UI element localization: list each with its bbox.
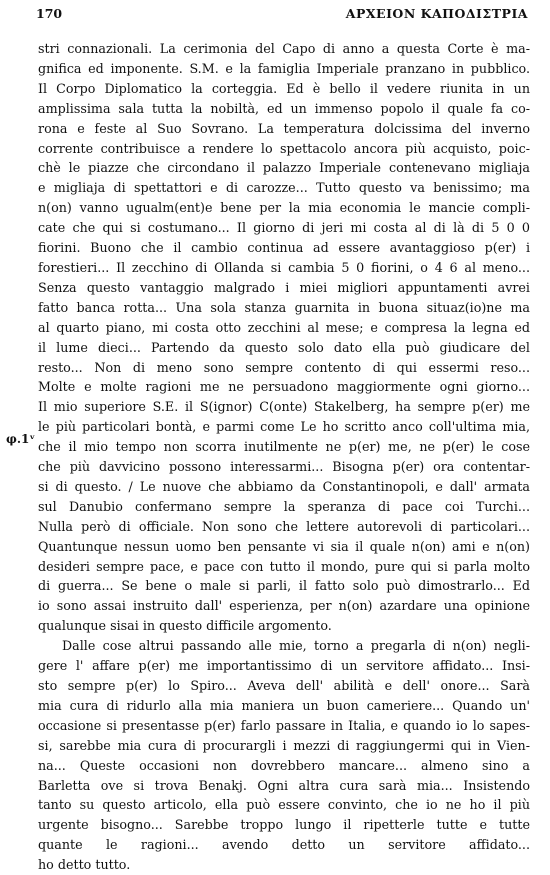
paragraph [38,636,530,875]
text-line: mia cura di ridurlo alla mia maniera un buon cameriere... Quando un' [38,697,530,713]
text-line: amplissima sala tutta la nobiltà, ed un immenso popolo il quale fa co- [38,100,530,116]
text-line: urgente bisogno... Sarebbe troppo lungo il ripetterle tutte e tutte [38,817,530,833]
text-line: fiorini. Buono che il cambio continua ad essere avantaggioso p(er) i [38,240,530,256]
text-line: quante le ragioni... avendo detto un servitore affidato... [38,837,530,853]
text-line: desideri sempre pace, e pace con tutto il mondo, pure qui si parla molto [38,558,530,574]
text-line: fatto banca rotta... Una sola stanza guarnita in buona situaz(io)ne ma [38,299,530,315]
text-line: il lume dieci... Partendo da questo solo dato ella può giudicare del [38,339,530,355]
text-line: rona e feste al Suo Sovrano. La temperatura dolcissima del inverno [38,120,530,136]
text-line: qualunque sisai in questo difficile argomento. [38,618,332,634]
text-line: tanto su questo articolo, ella può essere convinto, che io ne ho il più [38,797,530,813]
page-header [36,6,528,26]
text-line: sto sempre p(er) lo Spiro... Aveva dell' abilità e dell' onore... Sarà [38,678,530,693]
text-line: forestieri... Il zecchino di Ollanda si cambia 5 0 fiorini, o 4 6 al meno... [38,259,530,275]
text-line: Senza questo vantaggio malgrado i miei migliori appuntamenti avrei [38,279,530,295]
text-line: si di questo. / Le nuove che abbiamo da Constantinopoli, e dall' armata [38,478,530,494]
page-number: 170 [36,6,63,21]
text-line: al quarto piano, mi costa otto zecchini al mese; e compresa la legna ed [38,319,530,335]
text-line: le più particolari bontà, e parmi come Le ho scritto anco coll'ultima mia, [38,419,530,435]
text-line: Dalle cose altrui passando alle mie, torno a pregarla di n(on) negli- [62,638,530,654]
text-line: Barletta ove si trova Benakj. Ogni altra cura sarà mia... Insistendo [38,777,530,793]
text-line: di guerra... Se bene o male si parli, il fatto solo può dimostrarlo... Ed [38,578,530,594]
text-line: resto... Non di meno sono sempre contento di qui essermi reso... [38,359,530,375]
text-line: si, sarebbe mia cura di procurargli i mezzi di raggiungermi qui in Vien- [38,737,530,753]
text-line: chè le piazze che circondano il palazzo Imperiale contenevano migliaja [38,160,530,176]
text-line: Il mio superiore S.E. il S(ignor) C(onte) Stakelberg, ha sempre p(er) me [38,399,530,415]
text-line: io sono assai instruito dall' esperienza, per n(on) azardare una opinione [38,598,530,614]
text-line: occasione si presentasse p(er) farlo passare in Italia, e quando io lo sapes- [38,717,530,733]
text-line: Il Corpo Diplomatico la corteggia. Ed è bello il vedere riunita in un [38,80,530,96]
text-line: corrente contribuisce a rendere lo spettacolo ancora più acquisto, poic- [38,140,530,156]
text-line: Molte e molte ragioni me ne persuadono maggiormente ogni giorno... [38,379,530,395]
text-line: na... Queste occasioni non dovrebbero mancare... almeno sino a [38,757,530,773]
text-line: ho detto tutto. [38,857,131,873]
text-line: che il mio tempo non scorra inutilmente ne p(er) me, ne p(er) le cose [38,439,530,455]
text-line: n(on) vanno ugualm(ent)e bene per la mia economia le mancie compli- [38,200,530,216]
text-line: gnifica ed imponente. S.M. e la famiglia Imperiale pranzano in pubblico. [38,60,530,76]
text-line: Nulla però di officiale. Non sono che lettere autorevoli di particolari... [38,518,530,534]
text-line: Quantunque nessun uomo ben pensante vi sia il quale n(on) ami e n(on) [38,538,530,554]
text-line: cate che qui si costumano... Il giorno di jeri mi costa al di là di 5 0 0 [38,220,530,236]
folio-margin-note: φ.1ᵛ [6,432,36,446]
text-line: sul Danubio confermano sempre la speranza di pace coi Turchi... [38,498,530,514]
body-text [38,39,530,875]
text-line: stri connazionali. La cerimonia del Capo di anno a questa Corte è ma- [38,41,530,56]
text-line: e migliaja di spettattori e di carozze... Tutto questo va benissimo; ma [38,180,530,196]
paragraph [38,39,530,636]
text-line: che più davvicino possono interessarmi... Bisogna p(er) ora contentar- [38,459,530,475]
running-title: ΑΡΧΕΙΟΝ ΚΑΠΟΔΙΣΤΡΙΑ [345,6,528,21]
text-line: gere l' affare p(er) me importantissimo di un servitore affidato... Insi- [38,658,530,674]
